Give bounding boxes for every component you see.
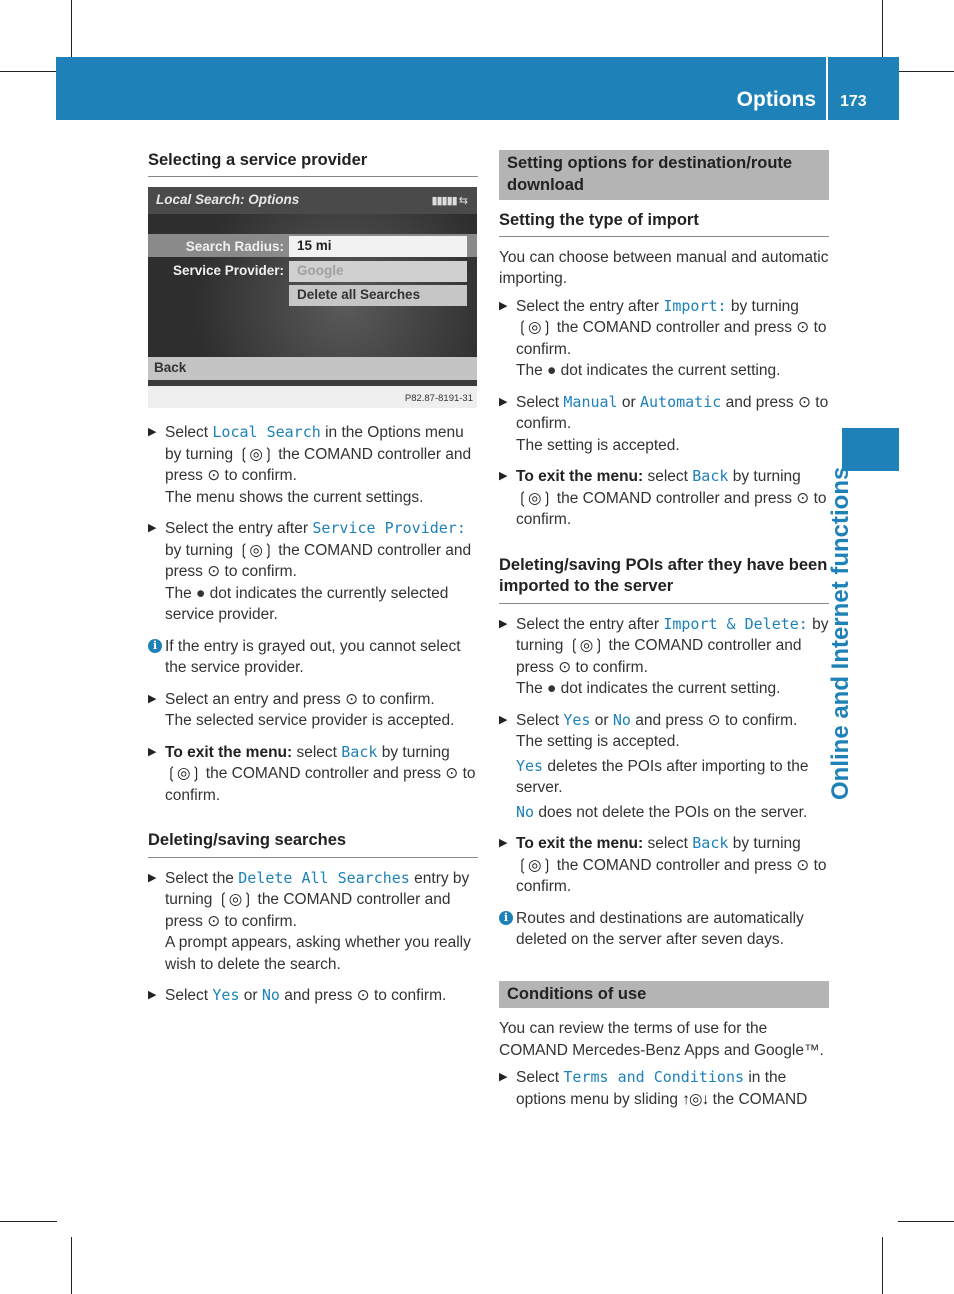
info-note: i Routes and destinations are automatically deleted on the server after seven days. xyxy=(499,908,829,951)
crop-mark xyxy=(0,71,57,72)
side-tab-text: Online and Internet functions xyxy=(827,466,854,800)
controller-icon: ❲◎❳ xyxy=(216,891,254,909)
press-icon: ⊙ xyxy=(796,319,810,337)
press-icon: ⊙ xyxy=(796,489,810,507)
controller-icon: ❲◎❳ xyxy=(516,489,553,507)
list-item: ▶ Select the entry after Import & Delete: by turning ❲◎❳ the COMAND controller and press ⊙ to confirm. The ● dot indicates the current setting. xyxy=(499,614,829,698)
controller-icon: ❲◎❳ xyxy=(567,637,605,655)
paragraph: You can review the terms of use for the COMAND Mercedes-Benz Apps and Google™. xyxy=(499,1020,824,1059)
crop-mark xyxy=(898,71,954,72)
side-tab-marker xyxy=(842,428,899,471)
press-icon: ⊙ xyxy=(797,393,811,411)
controller-icon: ❲◎❳ xyxy=(516,319,553,337)
press-icon: ⊙ xyxy=(207,467,221,485)
bullet-arrow-icon: ▶ xyxy=(148,426,157,439)
bullet-arrow-icon: ▶ xyxy=(499,395,508,408)
screenshot-value: 15 mi xyxy=(289,236,467,257)
left-column xyxy=(148,150,478,1017)
screenshot xyxy=(148,187,477,408)
right-column xyxy=(499,150,829,1120)
controller-icon: ❲◎❳ xyxy=(516,856,553,874)
screenshot-value: Google xyxy=(289,261,467,282)
press-icon: ⊙ xyxy=(207,563,221,581)
screenshot-label: Service Provider: xyxy=(172,263,284,279)
bullet-arrow-icon: ▶ xyxy=(148,522,157,535)
section-heading: Deleting/saving POIs after they have been imported to the server xyxy=(499,555,829,604)
signal-icon: ▮▮▮▮▮ ⇆ xyxy=(431,195,467,208)
bullet-arrow-icon: ▶ xyxy=(148,692,157,705)
bullet-arrow-icon: ▶ xyxy=(499,470,508,483)
press-icon: ⊙ xyxy=(796,856,810,874)
screenshot-ref: P82.87-8191-31 xyxy=(404,393,473,405)
section-heading: Selecting a service provider xyxy=(148,150,478,177)
list-item: ▶ Select the entry after Service Provider: by turning ❲◎❳ the COMAND controller and press ⊙ to confirm. The ● dot indicates the currently selected service provider. xyxy=(148,519,472,624)
list-item: ▶ To exit the menu: select Back by turning ❲◎❳ the COMAND controller and press ⊙ to confirm. xyxy=(499,834,827,896)
press-icon: ⊙ xyxy=(356,987,370,1005)
press-icon: ⊙ xyxy=(707,711,721,729)
list-item: ▶ Select an entry and press ⊙ to confirm. The selected service provider is accepted. xyxy=(148,690,455,730)
crop-mark xyxy=(898,1221,954,1222)
header-title: Options xyxy=(736,88,816,111)
list-item: ▶ To exit the menu: select Back by turning ❲◎❳ the COMAND controller and press ⊙ to confirm. xyxy=(499,467,827,529)
page-number: 173 xyxy=(840,93,867,110)
screenshot-back: Back xyxy=(148,357,477,380)
press-icon: ⊙ xyxy=(345,690,359,708)
screenshot-label: Search Radius: xyxy=(185,239,284,255)
list-item: ▶ To exit the menu: select Back by turning ❲◎❳ the COMAND controller and press ⊙ to confirm. xyxy=(148,742,476,804)
slide-controller-icon: ↑◎↓ xyxy=(682,1090,709,1108)
info-icon: i xyxy=(148,639,162,653)
list-item: ▶ Select Yes or No and press ⊙ to confirm. xyxy=(148,985,478,1007)
list-item: ▶ Select the entry after Import: by turning ❲◎❳ the COMAND controller and press ⊙ to confirm. The ● dot indicates the current setting. xyxy=(499,296,827,380)
crop-mark xyxy=(71,1237,72,1294)
crop-mark xyxy=(71,0,72,57)
section-heading: Deleting/saving searches xyxy=(148,830,478,857)
bullet-arrow-icon: ▶ xyxy=(499,713,508,726)
bullet-arrow-icon: ▶ xyxy=(499,617,508,630)
bullet-arrow-icon: ▶ xyxy=(148,745,157,758)
press-icon: ⊙ xyxy=(445,765,459,783)
screenshot-title: Local Search: Options xyxy=(148,187,477,214)
bullet-arrow-icon: ▶ xyxy=(499,837,508,850)
controller-icon: ❲◎❳ xyxy=(237,445,274,463)
bullet-arrow-icon: ▶ xyxy=(148,989,157,1002)
crop-mark xyxy=(882,1237,883,1294)
list-item: ▶ Select the Delete All Searches entry by turning ❲◎❳ the COMAND controller and press ⊙ to confirm. A prompt appears, asking whether you really wish to delete the search. xyxy=(148,868,471,973)
bullet-arrow-icon: ▶ xyxy=(148,871,157,884)
controller-icon: ❲◎❳ xyxy=(237,541,274,559)
bullet-arrow-icon: ▶ xyxy=(499,1071,508,1084)
screenshot-value: Delete all Searches xyxy=(289,285,467,306)
header-divider xyxy=(826,57,828,120)
list-item: ▶ Select Local Search in the Options menu by turning ❲◎❳ the COMAND controller and press ⊙ to confirm. The menu shows the current settings. xyxy=(148,423,472,506)
press-icon: ⊙ xyxy=(558,658,572,676)
controller-icon: ❲◎❳ xyxy=(165,765,202,783)
info-note: i If the entry is grayed out, you cannot select the service provider. xyxy=(148,636,478,679)
section-banner: Conditions of use xyxy=(499,981,829,1008)
bullet-arrow-icon: ▶ xyxy=(499,299,508,312)
list-item: ▶ Select Terms and Conditions in the options menu by sliding ↑◎↓ the COMAND xyxy=(499,1068,808,1108)
section-banner: Setting options for destination/route download xyxy=(499,150,829,200)
crop-mark xyxy=(882,0,883,57)
section-heading: Setting the type of import xyxy=(499,210,829,237)
crop-mark xyxy=(0,1221,57,1222)
press-icon: ⊙ xyxy=(207,912,221,930)
paragraph: You can choose between manual and automatic importing. xyxy=(499,248,829,288)
list-item: ▶ Select Yes or No and press ⊙ to confirm. The setting is accepted. Yes deletes the POIs after importing to the server. No does not delete the POIs on the server. xyxy=(499,710,809,821)
list-item: ▶ Select Manual or Automatic and press ⊙ to confirm. The setting is accepted. xyxy=(499,392,829,454)
info-icon: i xyxy=(499,911,513,925)
